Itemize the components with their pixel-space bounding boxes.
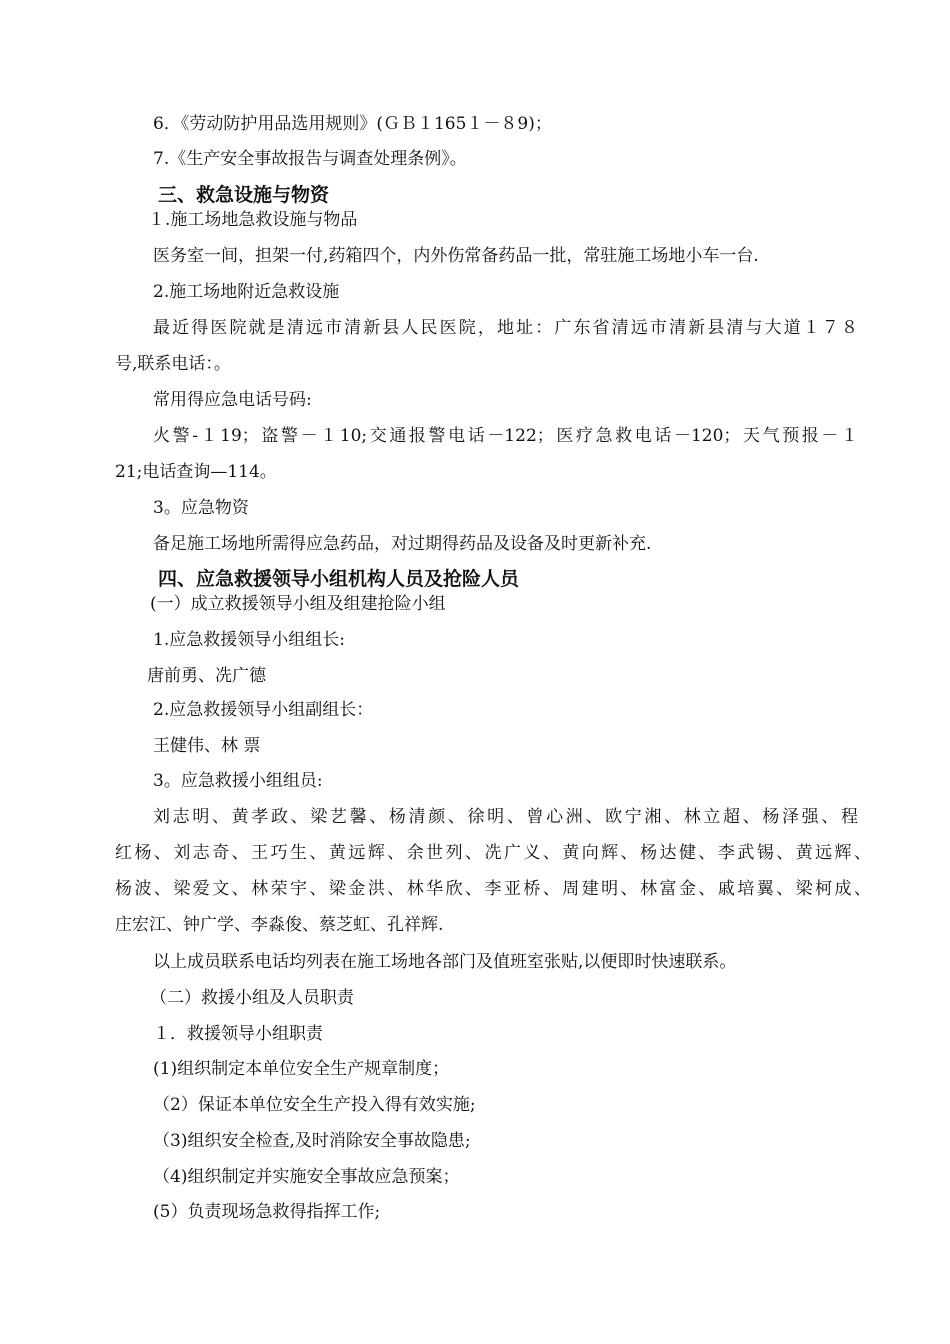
duty-item-3: （3)组织安全检查,及时消除安全事故隐患; [153,1131,471,1151]
paragraph-hospital-line-1: 最近得医院就是清远市清新县人民医院，地址：广东省清远市清新县清与大道１７８ [153,318,858,338]
members-line-2: 红杨、刘志奇、王巧生、黄远辉、余世列、冼广义、黄向辉、杨达健、李武锡、黄远辉、 [115,843,871,863]
paragraph-hospital-line-2: 号,联系电话：。 [115,354,231,374]
members-label: 3。应急救援小组组员: [153,771,323,791]
members-line-3: 杨波、梁爱文、林荣宇、梁金洪、林华欣、李亚桥、周建明、林富金、戚培翼、梁柯成、 [115,879,871,899]
emergency-numbers-line-1: 火警-１19；盗警－１10;交通报警电话－122；医疗急救电话－120；天气预报－１ [153,426,858,446]
subheading-leader-duties: １．救援领导小组职责 [153,1024,323,1044]
deputy-leader-label: 2.应急救援领导小组副组长： [153,700,374,720]
emergency-numbers-label: 常用得应急电话号码: [153,390,312,410]
section-heading-3: 三、救急设施与物资 [158,184,330,206]
duty-item-2: （2）保证本单位安全生产投入得有效实施; [153,1095,476,1115]
deputy-leader-names: 王健伟、林 票 [153,736,261,756]
emergency-numbers-line-2: 21;电话查询—114。 [115,462,277,482]
subheading-rescue-group: (一）成立救援领导小组及组建抢险小组 [150,594,446,614]
duty-item-4: （4)组织制定并实施安全事故应急预案； [153,1167,460,1187]
paragraph-emergency-supplies: 备足施工场地所需得应急药品，对过期得药品及设备及时更新补充. [153,534,652,554]
subheading-responsibilities: （二）救援小组及人员职责 [150,988,354,1008]
members-line-1: 刘志明、黄孝政、梁艺馨、杨清颜、徐明、曾心洲、欧宁湘、林立超、杨泽强、程 [153,807,858,827]
paragraph-medical-room: 医务室一间，担架一付,药箱四个，内外伤常备药品一批，常驻施工场地小车一台. [153,246,759,266]
reference-item-6: 6．《劳动防护用品选用规则》(ＧＢ１165１－８9)； [153,114,552,134]
section-heading-4: 四、应急救援领导小组机构人员及抢险人员 [158,568,520,590]
leader-label: 1.应急救援领导小组组长: [153,630,345,650]
paragraph-contact-list: 以上成员联系电话均列表在施工场地各部门及值班室张贴,以便即时快速联系。 [153,952,737,972]
subheading-nearby-facilities: 2.施工场地附近急救设施 [153,282,340,302]
duty-item-1: (1)组织制定本单位安全生产规章制度； [153,1059,450,1079]
members-line-4: 庄宏江、钟广学、李淼俊、蔡芝虹、孔祥辉. [115,915,444,935]
leader-names: 唐前勇、冼广德 [147,666,266,686]
duty-item-5: (5）负责现场急救得指挥工作; [153,1202,381,1222]
subheading-first-aid-facilities: １.施工场地急救设施与物品 [148,210,358,230]
subheading-emergency-supplies: 3。应急物资 [153,498,249,518]
reference-item-7: 7.《生产安全事故报告与调查处理条例》。 [153,149,467,169]
